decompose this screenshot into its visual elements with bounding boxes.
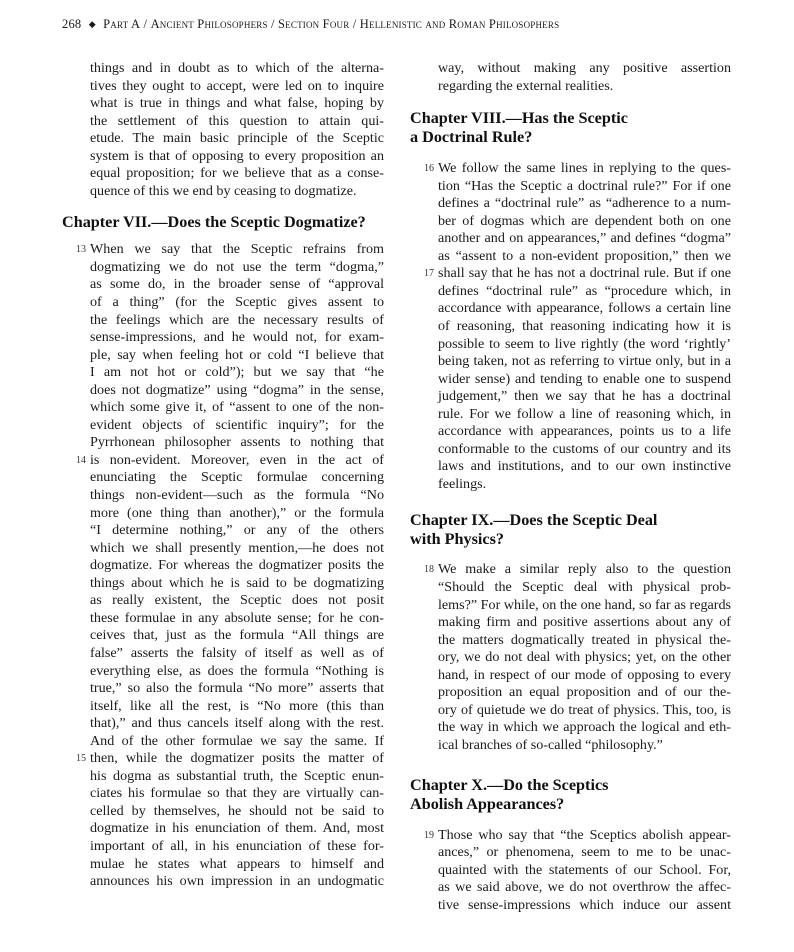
text-line: ical branches of so-called “philosophy.” [438,736,663,753]
separator: / [271,17,275,31]
text-line: quainted with the statements of our School. For, [438,861,731,878]
text-line: true,” so also the formula “No more” asserts that [90,680,384,697]
text-line: ciates his formulae so that they are virtually can- [90,785,384,802]
text-line: accordance with appearance, follows a certain line [438,300,731,317]
text-line: as really existent, the Sceptic does not posit [90,592,384,609]
text-line: wider sense) and tending to enable one to suspend [438,370,731,387]
text-line: more (one thing than another),” or the formula [90,504,384,521]
chapter-10-body [410,827,731,915]
section-title: Ancient Philosophers [150,17,268,31]
text-line: enunciating the Sceptic formulae concerning [90,469,384,486]
section-number: 13 [76,244,86,256]
left-column [62,60,384,891]
section-number: 18 [424,564,434,576]
text-line: the feelings which are the necessary results of [90,311,384,328]
text-line: as some do, in the broader sense of “approval [90,276,384,293]
text-line: everything else, as does the formula “Nothing is [90,662,384,679]
chapter-8-heading [410,109,731,147]
text-line: is non-evident. Moreover, even in the act of [90,451,384,468]
text-line: the matters dogmatically treated in physical the- [438,631,731,648]
continuation-paragraph [410,60,731,95]
text-line: mulae he states what appears to himself and [90,855,384,872]
chapter-10-heading-line: Abolish Appearances? [410,794,565,813]
text-line: ory of quietude we do treat of physics. This, too, is [438,701,731,718]
text-line: possible to seem to live rightly (the word ‘rightly’ [438,335,731,352]
text-line: regarding the external realities. [438,77,614,94]
text-line: system is that of opposing to every proposition an [90,147,384,164]
section-label: Section Four [278,17,350,31]
chapter-9-body [410,561,731,754]
chapter-10-heading-line: Chapter X.—Do the Sceptics [410,775,609,794]
chapter-8-heading-line: a Doctrinal Rule? [410,128,533,147]
text-line: feelings. [438,475,487,492]
text-line: these formulae in any absolute sense; for he con- [90,609,384,626]
text-line: celled by themselves, he should not be said to [90,802,384,819]
section-number: 14 [76,454,86,466]
text-line: conformable to the customs of our country and its [438,440,731,457]
text-line: dogmatize in his enunciation of them. And, most [90,820,384,837]
text-line: shall say that he has not a doctrinal rule. But if one [438,265,731,282]
text-line: ances,” or phenomena, seem to me to be unac- [438,844,731,861]
text-line: And of the other formulae we say the same. If [90,732,384,749]
text-line: announces his own impression in an undogmatic [90,873,384,890]
text-line: things about which he is said to be dogmatizing [90,574,384,591]
separator: / [143,17,148,31]
text-line: “Should the Sceptic deal with physical prob- [438,579,731,596]
chapter-8-body [410,160,731,493]
section-number: 19 [424,829,434,841]
text-line: quence of this we end by ceasing to dogmatize. [90,182,357,199]
text-line: ple, say when feeling hot or cold “I believe that [90,346,384,363]
diamond-ornament-icon: ◆ [88,19,96,29]
text-line: as “assent to a non-evident proposition,” then we [438,247,731,264]
text-line: tion “Has the Sceptic a doctrinal rule?” For if one [438,177,731,194]
text-line: evident objects of scientific inquiry”; for the [90,416,384,433]
chapter-9-heading [410,511,731,549]
text-line: things non-evident—such as the formula “No [90,487,384,504]
text-line: false” asserts the falsity of itself as well as of [90,644,384,661]
text-line: We follow the same lines in replying to the ques- [438,160,731,177]
text-line: ory, we do not deal with physics; yet, on the other [438,649,731,666]
part-label: Part A [103,17,141,31]
text-line: his dogma as substantial truth, the Sceptic enun- [90,767,384,784]
text-line: the way in which we approach the logical and eth- [438,719,731,736]
text-line: things and in doubt as to which of the alterna- [90,60,384,76]
text-line: which some give it, of “assent to one of the non- [90,399,384,416]
text-line: accordance with appearances, points us to a life [438,423,731,440]
chapter-7-heading: Chapter VII.—Does the Sceptic Dogmatize? [62,213,366,232]
text-line: rule. For we follow a line of reasoning which, in [438,405,731,422]
text-line: defines a “doctrinal rule” as “adherence to a num- [438,195,731,212]
text-line: of reasoning, that reasoning indicating how it is [438,318,731,335]
text-line: Those who say that “the Sceptics abolish appear- [438,826,731,843]
text-line: another and on appearances,” and defines “dogma” [438,230,731,247]
text-line: as we said above, we do not overthrow the affec- [438,879,731,896]
text-line: etude. The main basic principle of the Sceptic [90,130,384,147]
text-line: I am not hot or cold”); but we say that “he [90,364,384,381]
section-number: 16 [424,163,434,175]
text-line: of a thing” (for the Sceptic gives assent to [90,294,384,311]
section-number: 15 [76,753,86,765]
text-line: lems?” For while, on the one hand, so far as regards [438,596,731,613]
intro-paragraph [62,60,384,200]
text-line: hand, in respect of our mode of opposing to every [438,666,731,683]
text-line: being taken, not as referring to virtue only, but in a [438,353,731,370]
chapter-7-body [62,241,384,890]
text-line: “I determine nothing,” or any of the others [90,522,384,539]
running-head [62,17,742,32]
text-line: judgement,” then we say that he has a doctrinal [438,388,731,405]
text-line: which we shall presently mention,—he does not [90,539,384,556]
chapter-9-heading-line: with Physics? [410,530,504,549]
chapter-9-heading-line: Chapter IX.—Does the Sceptic Deal [410,511,658,530]
text-line: dogmatizing we do not use the term “dogma,” [90,258,384,275]
text-line: making firm and positive assertions about any of [438,614,731,631]
text-line: tives they ought to accept, were led on to inquire [90,77,384,94]
text-line: ber of dogmas which are dependent both on one [438,212,731,229]
text-line: equal proposition; for we believe that as a conse- [90,165,384,182]
subsection-title: Hellenistic and Roman Philosophers [359,17,560,31]
text-line: way, without making any positive assertion [438,60,731,76]
text-line: Pyrrhonean philosopher assents to nothing that [90,434,384,451]
text-line: dogmatize. For whereas the dogmatizer posits the [90,557,384,574]
text-line: what is true in things and what false, hoping by [90,95,384,112]
text-line: ceives that, just as the formula “All things are [90,627,384,644]
text-line: itself, like all the rest, is “No more (this than [90,697,384,714]
chapter-8-heading-line: Chapter VIII.—Has the Sceptic [410,109,628,128]
text-line: proposition an equal proposition and of our the- [438,684,731,701]
text-line: important of all, in his enunciation of these for- [90,837,384,854]
text-line: When we say that the Sceptic refrains from [90,241,384,258]
separator: / [352,17,357,31]
text-line: laws and institutions, and to our own instinctive [438,458,731,475]
text-line: defines “doctrinal rule” as “procedure which, in [438,282,731,299]
text-line: that),” and thus cancels itself along with the rest. [90,715,384,732]
chapter-10-heading [410,776,731,814]
text-line: sense-impressions, and he would not, for exam- [90,329,384,346]
text-line: does not dogmatize” using “dogma” in the sense, [90,381,384,398]
text-line: We make a similar reply also to the question [438,561,731,578]
text-line: the settlement of this question to attain qui- [90,112,384,129]
text-line: then, while the dogmatizer posits the matter of [90,750,384,767]
right-column [410,60,731,914]
text-line: tive sense-impressions which induce our assent [438,896,731,913]
section-number: 17 [424,268,434,280]
page-number: 268 [62,17,82,31]
